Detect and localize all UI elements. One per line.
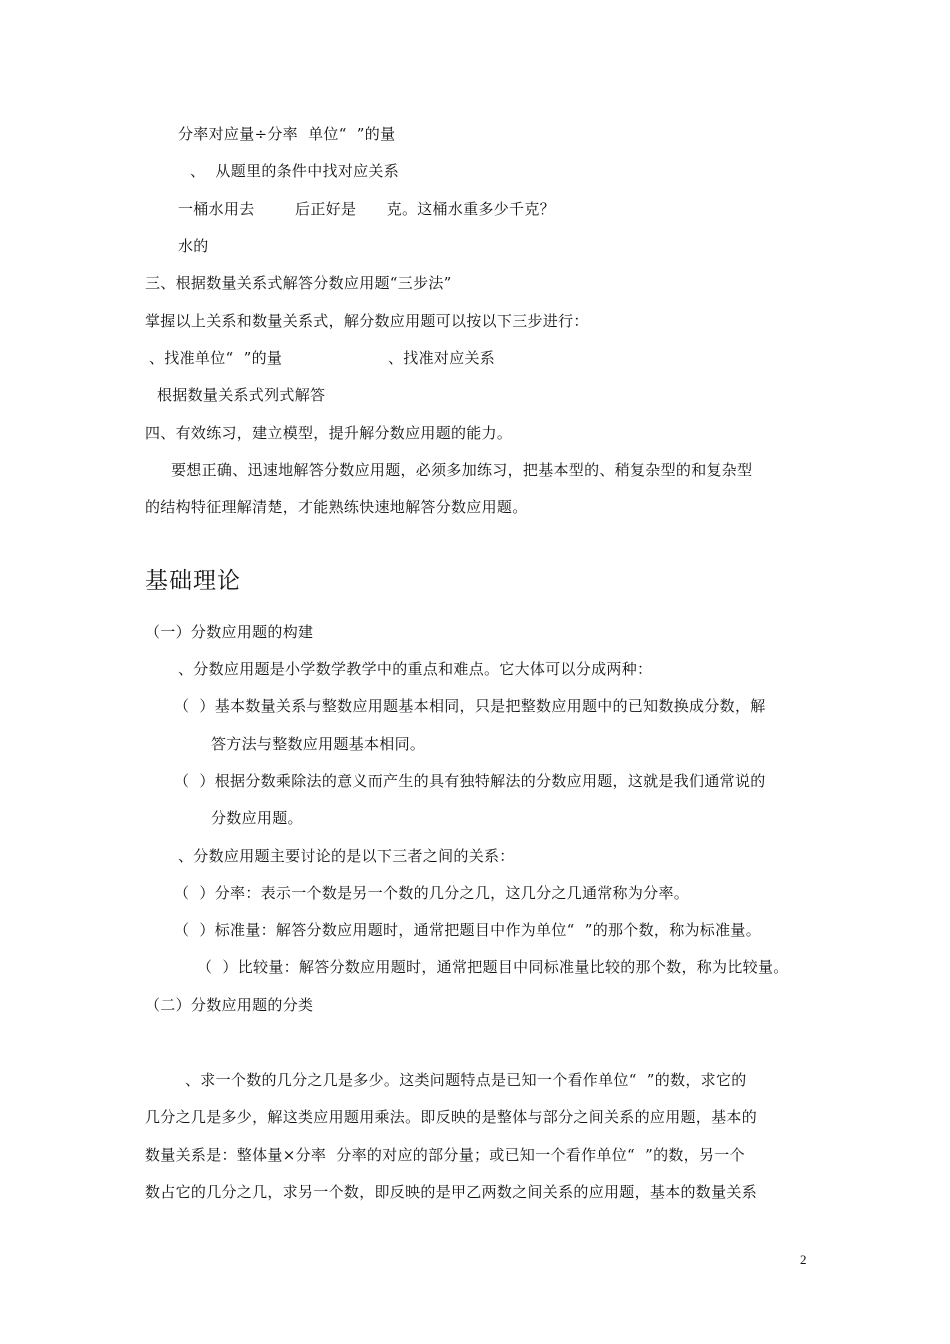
text-line: 分率对应量÷分率 单位“ ”的量: [178, 125, 396, 143]
step-item: 、找准对应关系: [388, 349, 496, 367]
paragraph-line: 的结构特征理解清楚，才能熟练快速地解答分数应用题。: [145, 498, 528, 516]
section-heading: 基础理论: [145, 568, 241, 594]
list-item-continuation: 分数应用题。: [211, 809, 303, 827]
list-item: （ ）分率：表示一个数是另一个数的几分之几，这几分之几通常称为分率。: [174, 884, 690, 902]
paragraph-line: 几分之几是多少，解这类应用题用乘法。即反映的是整体与部分之间关系的应用题，基本的: [145, 1108, 758, 1126]
list-item: （ ）基本数量关系与整数应用题基本相同，只是把整数应用题中的已知数换成分数，解: [174, 697, 766, 715]
paragraph-line: 数量关系是：整体量×分率 分率的对应的部分量；或已知一个看作单位“ ”的数，另一个: [145, 1146, 745, 1164]
list-item-continuation: 答方法与整数应用题基本相同。: [211, 735, 426, 753]
list-item: （ ）标准量：解答分数应用题时，通常把题目中作为单位“ ”的那个数，称为标准量。: [174, 921, 762, 939]
section-title: 四、有效练习，建立模型，提升解分数应用题的能力。: [145, 424, 513, 442]
step-item: 根据数量关系式列式解答: [157, 386, 326, 404]
text-line: 、分数应用题主要讨论的是以下三者之间的关系：: [178, 847, 515, 865]
list-item: （ ）比较量：解答分数应用题时，通常把题目中同标准量比较的那个数，称为比较量。: [197, 958, 789, 976]
paragraph-line: 要想正确、迅速地解答分数应用题，必须多加练习，把基本型的、稍复杂型的和复杂型: [171, 461, 753, 479]
paragraph-line: 、求一个数的几分之几是多少。这类问题特点是已知一个看作单位“ ”的数，求它的: [185, 1071, 747, 1089]
paragraph-line: 数占它的几分之几，求另一个数，即反映的是甲乙两数之间关系的应用题，基本的数量关系: [145, 1183, 758, 1201]
subsection-title: （二）分数应用题的分类: [145, 996, 314, 1014]
text-line: 掌握以上关系和数量关系式，解分数应用题可以按以下三步进行：: [145, 312, 589, 330]
subsection-title: （一）分数应用题的构建: [145, 623, 314, 641]
text-line: 水的: [178, 237, 209, 255]
section-title: 三、根据数量关系式解答分数应用题“三步法”: [145, 274, 452, 292]
page-number: 2: [800, 1252, 807, 1267]
text-line: 、 从题里的条件中找对应关系: [190, 162, 400, 180]
list-item: （ ）根据分数乘除法的意义而产生的具有独特解法的分数应用题，这就是我们通常说的: [174, 772, 766, 790]
text-line: 一桶水用去 后正好是 克。这桶水重多少千克？: [178, 200, 555, 218]
text-line: 、分数应用题是小学数学教学中的重点和难点。它大体可以分成两种：: [178, 660, 653, 678]
step-item: 、找准单位“ ”的量: [149, 349, 283, 367]
